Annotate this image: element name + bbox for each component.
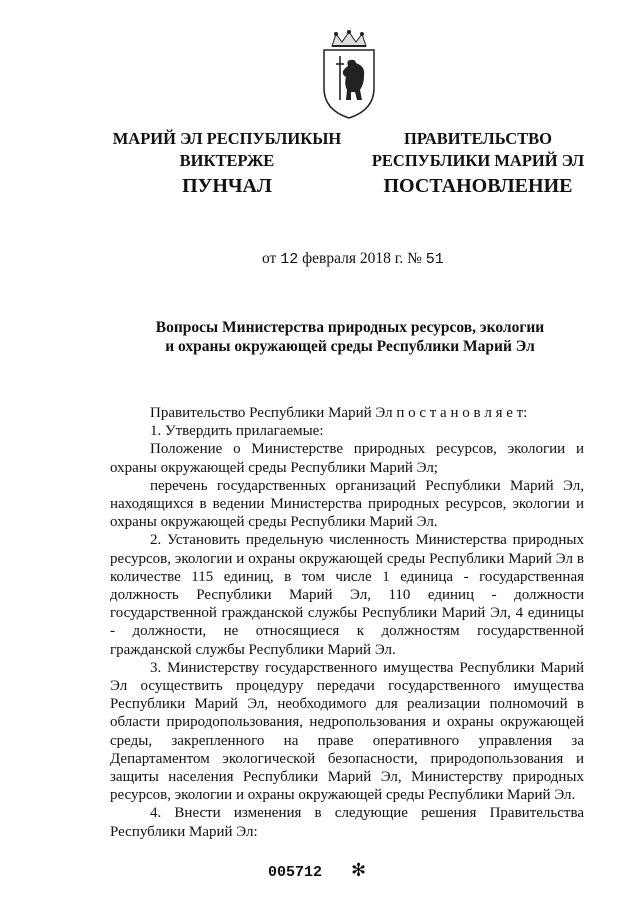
date-line — [262, 250, 444, 268]
header-left-line1: МАРИЙ ЭЛ РЕСПУБЛИКЫН — [112, 129, 342, 148]
title-line2: и охраны окружающей среды Республики Марий Эл — [165, 338, 535, 355]
header-right-line1: ПРАВИТЕЛЬСТВО — [404, 129, 552, 148]
header-right-line2: РЕСПУБЛИКИ МАРИЙ ЭЛ — [371, 151, 585, 170]
header-left-line2: ВИКТЕРЖЕ — [179, 151, 275, 170]
document-title — [110, 318, 590, 356]
header-mari-title — [108, 128, 346, 172]
title-line1: Вопросы Министерства природных ресурсов, экологии — [155, 319, 545, 336]
date-day: 12 — [280, 251, 299, 268]
paragraph-item-1-regulation: Положение о Министерстве природных ресурсов, экологии и охраны окружающей среды Республики Марий Эл; — [110, 441, 584, 476]
serial-number: 005712 — [268, 864, 323, 881]
document-type-mari: ПУНЧАЛ — [182, 175, 272, 197]
document-body — [110, 404, 584, 841]
paragraph-item-4: 4. Внести изменения в следующие решения Правительства Республики Марий Эл: — [110, 805, 584, 840]
document-number: 51 — [425, 251, 444, 268]
paragraph-preamble: Правительство Республики Марий Эл п о с т а н о в л я е т: — [150, 405, 528, 421]
coat-of-arms-icon — [318, 30, 380, 120]
document-type-russian: ПОСТАНОВЛЕНИЕ — [383, 175, 573, 197]
paragraph-item-2: 2. Установить предельную численность Министерства природных ресурсов, экологии и охраны окружающей среды Республики Марий Эл в количестве 115 единиц, в том числе 1 единица - государственная должность Республики Марий Эл, 110 единиц - должности государственной гражданской службы Республики Марий Эл, 4 единицы - должности, не относящиеся к должностям государственной гражданской службы Республики Марий Эл. — [110, 532, 584, 658]
date-month-year: февраля 2018 г. № — [302, 250, 422, 267]
footer-serial — [268, 860, 366, 881]
paragraph-item-3: 3. Министерству государственного имущества Республики Марий Эл осуществить процедуру передачи государственного имущества Республики Марий Эл, необходимого для реализации полномочий в области природопользования, недропользования и охраны окружающей среды, закрепленного на праве оперативного управления за Департаментом экологической безопасности, природопользования и защиты населения Республики Марий Эл, Министерству природных ресурсов, экологии и охраны окружающей среды Республики Марий Эл. — [110, 659, 584, 804]
paragraph-item-1-list: перечень государственных организаций Республики Марий Эл, находящихся в ведении Министерства природных ресурсов, экологии и охраны окружающей среды Республики Марий Эл. — [110, 477, 584, 531]
asterisk-mark-icon: ✻ — [351, 860, 367, 881]
paragraph-item-1: 1. Утвердить прилагаемые: — [150, 423, 324, 440]
date-prefix: от — [262, 250, 277, 267]
header-russian-title — [362, 128, 594, 172]
